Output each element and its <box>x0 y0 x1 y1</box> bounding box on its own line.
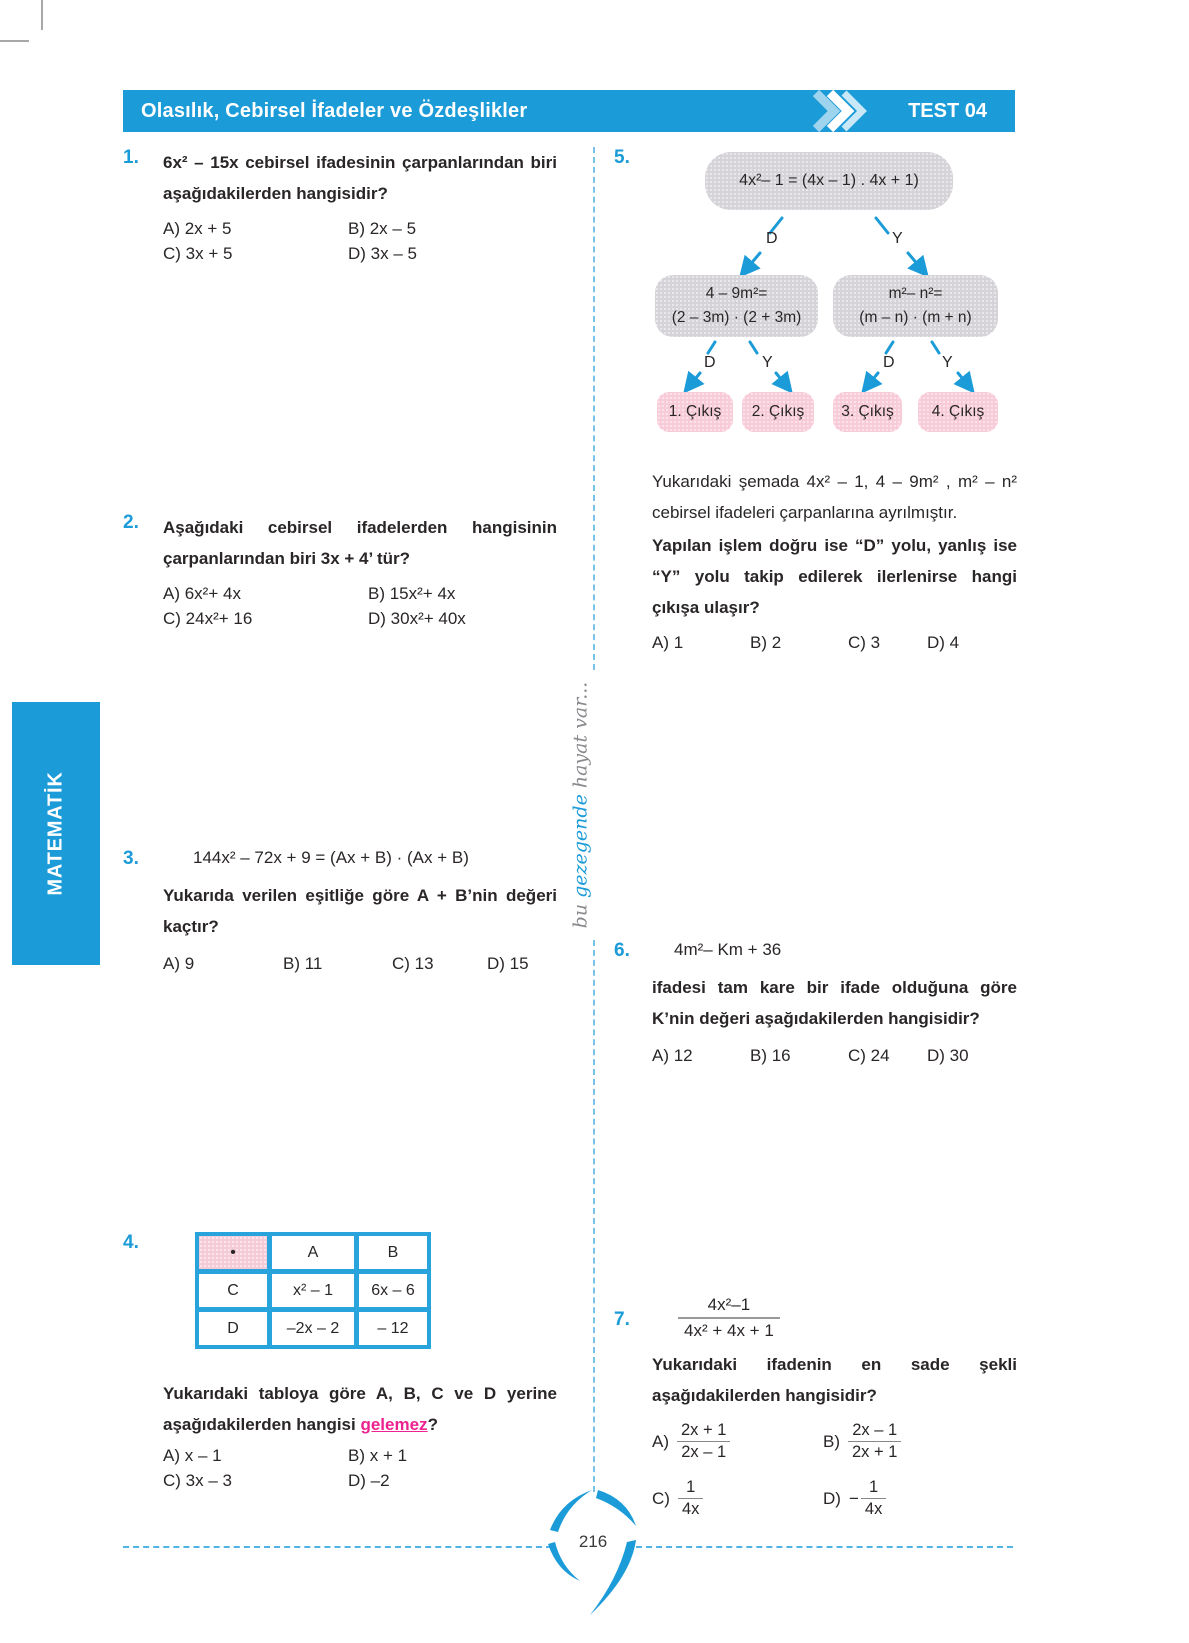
highlighted-word: gelemez <box>360 1415 428 1434</box>
question-3 <box>123 848 563 974</box>
question-number: 4. <box>123 1232 139 1253</box>
option: B) $\frac{2x - 1}{2x + 1}$ <box>823 1421 1017 1462</box>
question-text: ifadesi tam kare bir ifade olduğuna göre K’nin değeri aşağıdakilerden hangisidir? <box>652 978 1017 1028</box>
option: A) 9 <box>163 954 195 973</box>
header-bar <box>123 90 1015 132</box>
footer-line-left <box>123 1546 552 1548</box>
option: C) 13 <box>392 954 434 973</box>
table-cell: D <box>198 1311 268 1346</box>
page-number-ornament <box>528 1482 658 1622</box>
root-node: 4x²– 1 = (4x – 1) . 4x + 1) <box>705 152 953 210</box>
page-title: Olasılık, Cebirsel İfadeler ve Özdeşlikler <box>141 99 528 122</box>
question-5-text <box>652 466 1017 653</box>
option: B) 15x²+ 4x <box>368 584 456 603</box>
branch-label: Y <box>762 354 773 371</box>
column-divider-top <box>593 147 595 670</box>
table-header-b: B <box>358 1235 428 1270</box>
option: C) 3 <box>848 633 881 652</box>
table-corner-cell: • <box>198 1235 268 1270</box>
table-cell: –2x – 2 <box>271 1311 355 1346</box>
equation: 4m²– Km + 36 <box>674 940 782 959</box>
question-number: 5. <box>614 147 630 168</box>
table-cell: – 12 <box>358 1311 428 1346</box>
option: D) 4 <box>927 633 960 652</box>
question-text: Yapılan işlem doğru ise “D” yolu, yanlış ise “Y” yolu takip edilerek ilerlenirse hangi çıkışa ulaşır? <box>652 536 1017 617</box>
table-header-a: A <box>271 1235 355 1270</box>
question-number: 6. <box>614 940 630 961</box>
exit-node: 3. Çıkış <box>833 392 902 432</box>
factor-tree-diagram <box>630 142 1015 437</box>
equation: 144x² – 72x + 9 = (Ax + B) · (Ax + B) <box>193 848 469 867</box>
branch-label: Y <box>892 230 903 247</box>
question-number: 2. <box>123 512 139 533</box>
exit-node: 1. Çıkış <box>657 392 733 432</box>
sidebar-label: MATEMATİK <box>44 771 67 896</box>
option: C) 24 <box>848 1046 890 1065</box>
table-cell: x² – 1 <box>271 1273 355 1308</box>
question-1 <box>123 147 563 264</box>
chevron-icon <box>808 90 886 132</box>
question-text: 6x² – 15x cebirsel ifadesinin çarpanlarından biri aşağıdakilerden hangisidir? <box>163 153 557 203</box>
question-number: 1. <box>123 147 139 168</box>
option: D) 30 <box>927 1046 969 1065</box>
equation-fraction: $\frac{\text{4x²–1}}{\text{4x² + 4x + 1}}$ <box>678 1295 1017 1341</box>
question-7 <box>614 1295 1034 1519</box>
option: A) 12 <box>652 1046 693 1065</box>
q4-table <box>195 1232 431 1349</box>
option: B) 2x – 5 <box>348 219 417 238</box>
option: B) 11 <box>283 954 323 973</box>
option: A) 6x²+ 4x <box>163 584 241 603</box>
question-text: Aşağıdaki cebirsel ifadelerden hangisinin çarpanlarından biri 3x + 4’ tür? <box>163 518 557 568</box>
question-number: 3. <box>123 848 139 869</box>
branch-label: Y <box>942 354 953 371</box>
sidebar-tab-matematik <box>12 702 100 965</box>
footer-line-right <box>636 1546 1013 1548</box>
option: B) 16 <box>750 1046 791 1065</box>
option: C) 3x + 5 <box>163 244 233 263</box>
question-2 <box>123 512 563 629</box>
option: D) 15 <box>487 954 529 973</box>
option: C) 24x²+ 16 <box>163 609 253 628</box>
branch-label: D <box>766 230 778 247</box>
option: A) 2x + 5 <box>163 219 232 238</box>
page-number: 216 <box>578 1532 608 1551</box>
table-row <box>198 1273 428 1308</box>
left-node: 4 – 9m²= (2 – 3m) · (2 + 3m) <box>655 275 818 337</box>
option: D) − $\frac{1}{4x}$ <box>823 1478 1017 1519</box>
exit-node: 2. Çıkış <box>742 392 814 432</box>
right-node: m²– n²= (m – n) · (m + n) <box>833 275 998 337</box>
question-number: 7. <box>614 1309 630 1330</box>
branch-label: D <box>704 354 716 371</box>
option: A) 1 <box>652 633 684 652</box>
table-row <box>198 1311 428 1346</box>
table-cell: C <box>198 1273 268 1308</box>
option: D) –2 <box>348 1471 390 1490</box>
option: D) 3x – 5 <box>348 244 417 263</box>
option: C) 3x – 3 <box>163 1471 232 1490</box>
question-text: Yukarıda verilen eşitliğe göre A + B’nin değeri kaçtır? <box>163 886 557 936</box>
question-4-text <box>123 1378 563 1491</box>
option: A) x – 1 <box>163 1446 222 1465</box>
test-number: TEST 04 <box>908 99 987 122</box>
option: D) 30x²+ 40x <box>368 609 466 628</box>
question-6 <box>614 940 1034 1066</box>
crop-mark-vertical <box>41 0 43 30</box>
table-cell: 6x – 6 <box>358 1273 428 1308</box>
option: B) 2 <box>750 633 782 652</box>
option: B) x + 1 <box>348 1446 408 1465</box>
margin-note-text: bu gezegende hayat var... <box>569 681 591 929</box>
crop-mark-horizontal <box>0 40 29 42</box>
branch-label: D <box>883 354 895 371</box>
column-divider-bottom <box>593 940 595 1492</box>
exit-node: 4. Çıkış <box>918 392 998 432</box>
question-paragraph: Yukarıdaki şemada 4x² – 1, 4 – 9m² , m² – n² cebirsel ifadeleri çarpanlarına ayrılmıştır. <box>652 472 1017 522</box>
question-text: Yukarıdaki ifadenin en sade şekli aşağıdakilerden hangisidir? <box>652 1355 1017 1405</box>
question-text: Yukarıdaki tabloya göre A, B, C ve D yerine aşağıdakilerden hangisi gelemez? <box>163 1384 557 1434</box>
option: A) $\frac{2x + 1}{2x - 1}$ <box>652 1421 823 1462</box>
option: C) $\frac{1}{4x}$ <box>652 1478 823 1519</box>
